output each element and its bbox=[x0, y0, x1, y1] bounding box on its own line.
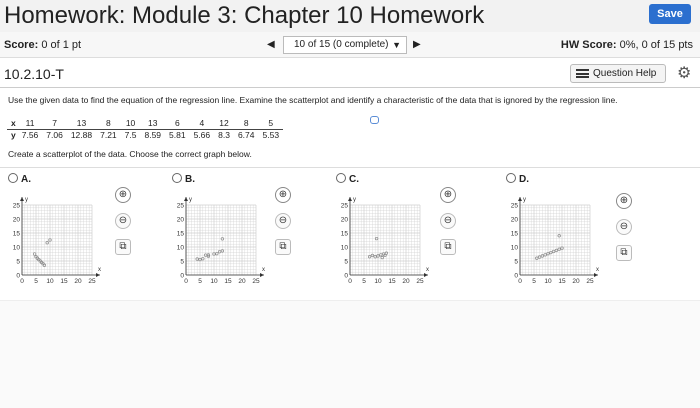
x-tick-label: 20 bbox=[238, 278, 246, 285]
y-tick-label: 15 bbox=[510, 230, 518, 238]
open-graph-icon[interactable]: ⧉ bbox=[115, 239, 131, 255]
zoom-out-icon[interactable]: ⊖ bbox=[115, 213, 131, 229]
x-tick-label: 20 bbox=[402, 278, 410, 285]
y-tick-label: 20 bbox=[12, 216, 20, 224]
answer-area bbox=[0, 300, 700, 408]
open-graph-icon[interactable]: ⧉ bbox=[275, 239, 291, 255]
gear-icon[interactable]: ⚙ bbox=[677, 65, 692, 82]
question-instruction: Use the given data to find the equation of the regression line. Examine the scatterplot and identify a characteristic of the data that is ignored by the regression line. bbox=[8, 95, 618, 105]
option-b bbox=[172, 173, 332, 293]
list-icon bbox=[576, 69, 589, 78]
radio-icon bbox=[8, 173, 18, 183]
hw-score-value: 0%, 0 of 15 pts bbox=[619, 39, 693, 51]
radio-icon bbox=[172, 173, 182, 183]
y-tick-label: 20 bbox=[510, 216, 518, 224]
zoom-out-icon[interactable]: ⊖ bbox=[275, 213, 291, 229]
table-cell: 6.74 bbox=[237, 129, 255, 140]
y-tick-label: 25 bbox=[340, 202, 348, 210]
y-axis-arrow-icon bbox=[20, 197, 24, 201]
option-a-radio[interactable] bbox=[8, 173, 31, 185]
data-table bbox=[7, 118, 283, 140]
x-tick-label: 10 bbox=[46, 278, 54, 285]
option-c bbox=[336, 173, 496, 293]
y-header: y bbox=[11, 129, 16, 140]
table-cell: 5.53 bbox=[262, 129, 280, 140]
y-axis-label: y bbox=[353, 197, 356, 203]
table-cell: 5.81 bbox=[169, 129, 186, 140]
option-b-label: B. bbox=[185, 174, 195, 185]
question-help-label: Question Help bbox=[593, 68, 657, 79]
table-cell: 6 bbox=[165, 118, 190, 129]
y-tick-label: 10 bbox=[340, 244, 348, 252]
table-cell: 8 bbox=[96, 118, 121, 129]
option-c-radio[interactable] bbox=[336, 173, 359, 185]
copy-data-icon[interactable] bbox=[370, 116, 379, 124]
y-tick-label: 0 bbox=[180, 272, 184, 280]
open-graph-icon[interactable]: ⧉ bbox=[616, 245, 632, 261]
option-d bbox=[506, 173, 666, 293]
page-title: Homework: Module 3: Chapter 10 Homework bbox=[4, 2, 485, 29]
score-display bbox=[4, 39, 81, 51]
question-selector-value: 10 of 15 (0 complete) bbox=[294, 39, 389, 50]
y-tick-label: 5 bbox=[344, 258, 348, 266]
table-cell: 12.88 bbox=[70, 129, 93, 140]
x-tick-label: 0 bbox=[348, 278, 352, 285]
score-bar bbox=[0, 32, 700, 58]
x-tick-label: 15 bbox=[60, 278, 68, 285]
table-cell: 11 bbox=[18, 118, 43, 129]
table-cell: 13 bbox=[140, 118, 165, 129]
table-cell: 8.3 bbox=[218, 129, 230, 140]
sub-instruction: Create a scatterplot of the data. Choose the correct graph below. bbox=[8, 149, 252, 159]
save-button[interactable]: Save bbox=[649, 4, 691, 24]
question-help-button[interactable] bbox=[570, 64, 666, 83]
zoom-out-icon[interactable]: ⊖ bbox=[440, 213, 456, 229]
y-tick-label: 10 bbox=[510, 244, 518, 252]
y-tick-label: 15 bbox=[176, 230, 184, 238]
x-tick-label: 0 bbox=[518, 278, 522, 285]
option-c-label: C. bbox=[349, 174, 359, 185]
x-header: x bbox=[7, 118, 18, 129]
x-tick-label: 25 bbox=[586, 278, 594, 285]
table-cell: 5.66 bbox=[193, 129, 211, 140]
x-axis-label: x bbox=[98, 267, 101, 273]
question-id: 10.2.10-T bbox=[4, 66, 64, 82]
zoom-in-icon[interactable]: ⊕ bbox=[616, 193, 632, 209]
data-point bbox=[33, 253, 36, 256]
table-cell: 7.56 bbox=[21, 129, 39, 140]
x-tick-label: 25 bbox=[416, 278, 424, 285]
x-tick-label: 15 bbox=[224, 278, 232, 285]
x-axis-arrow-icon bbox=[594, 273, 598, 277]
x-axis-arrow-icon bbox=[424, 273, 428, 277]
y-tick-label: 10 bbox=[176, 244, 184, 252]
table-cell: 8.59 bbox=[144, 129, 162, 140]
x-tick-label: 10 bbox=[210, 278, 218, 285]
score-label: Score: bbox=[4, 39, 39, 51]
table-cell: 7.5 bbox=[124, 129, 137, 140]
hw-score-label: HW Score: bbox=[560, 39, 617, 51]
zoom-in-icon[interactable]: ⊕ bbox=[115, 187, 131, 203]
table-cell: 7.06 bbox=[46, 129, 63, 140]
table-cell: 7.21 bbox=[100, 129, 117, 140]
y-tick-label: 0 bbox=[16, 272, 20, 280]
radio-icon bbox=[506, 173, 516, 183]
table-cell: 13 bbox=[67, 118, 96, 129]
y-axis-arrow-icon bbox=[348, 197, 352, 201]
y-tick-label: 5 bbox=[514, 258, 518, 266]
title-bar bbox=[0, 0, 700, 32]
table-cell: 10 bbox=[121, 118, 141, 129]
y-axis-arrow-icon bbox=[518, 197, 522, 201]
y-tick-label: 10 bbox=[12, 244, 20, 252]
x-tick-label: 25 bbox=[252, 278, 260, 285]
y-tick-label: 0 bbox=[514, 272, 518, 280]
x-axis-label: x bbox=[262, 267, 265, 273]
table-row-x bbox=[7, 118, 283, 129]
x-axis-arrow-icon bbox=[260, 273, 264, 277]
option-d-label: D. bbox=[519, 174, 529, 185]
x-tick-label: 5 bbox=[34, 278, 38, 285]
question-header bbox=[0, 58, 700, 88]
x-tick-label: 5 bbox=[532, 278, 536, 285]
y-axis-arrow-icon bbox=[184, 197, 188, 201]
y-tick-label: 0 bbox=[344, 272, 348, 280]
table-cell: 5 bbox=[259, 118, 284, 129]
option-d-radio[interactable] bbox=[506, 173, 529, 185]
y-tick-label: 25 bbox=[12, 202, 20, 210]
open-graph-icon[interactable]: ⧉ bbox=[440, 239, 456, 255]
x-tick-label: 10 bbox=[544, 278, 552, 285]
table-cell: 7 bbox=[42, 118, 67, 129]
question-selector[interactable] bbox=[283, 36, 407, 54]
previous-question-icon[interactable]: ◀ bbox=[267, 39, 275, 50]
caret-down-icon: ▼ bbox=[392, 40, 401, 50]
y-tick-label: 25 bbox=[510, 202, 518, 210]
x-tick-label: 20 bbox=[74, 278, 82, 285]
y-tick-label: 5 bbox=[16, 258, 20, 266]
x-tick-label: 5 bbox=[362, 278, 366, 285]
hw-score-display bbox=[561, 39, 693, 51]
table-cell: 12 bbox=[214, 118, 234, 129]
zoom-in-icon[interactable]: ⊕ bbox=[440, 187, 456, 203]
y-tick-label: 25 bbox=[176, 202, 184, 210]
option-a bbox=[8, 173, 168, 293]
x-tick-label: 20 bbox=[572, 278, 580, 285]
x-tick-label: 15 bbox=[388, 278, 396, 285]
next-question-icon[interactable]: ▶ bbox=[413, 39, 421, 50]
table-cell: 8 bbox=[234, 118, 259, 129]
table-row-y bbox=[7, 129, 283, 140]
divider bbox=[0, 167, 700, 168]
y-tick-label: 20 bbox=[340, 216, 348, 224]
x-tick-label: 0 bbox=[184, 278, 188, 285]
y-axis-label: y bbox=[523, 197, 526, 203]
x-axis-label: x bbox=[596, 267, 599, 273]
y-tick-label: 15 bbox=[340, 230, 348, 238]
score-value: 0 of 1 pt bbox=[41, 39, 82, 51]
x-axis-label: x bbox=[426, 267, 429, 273]
data-point bbox=[381, 256, 384, 259]
x-tick-label: 25 bbox=[88, 278, 96, 285]
option-a-label: A. bbox=[21, 174, 31, 185]
zoom-out-icon[interactable]: ⊖ bbox=[616, 219, 632, 235]
x-tick-label: 10 bbox=[374, 278, 382, 285]
option-b-radio[interactable] bbox=[172, 173, 195, 185]
y-tick-label: 20 bbox=[176, 216, 184, 224]
y-tick-label: 5 bbox=[180, 258, 184, 266]
x-tick-label: 15 bbox=[558, 278, 566, 285]
y-axis-label: y bbox=[25, 197, 28, 203]
zoom-in-icon[interactable]: ⊕ bbox=[275, 187, 291, 203]
y-axis-label: y bbox=[189, 197, 192, 203]
radio-icon bbox=[336, 173, 346, 183]
y-tick-label: 15 bbox=[12, 230, 20, 238]
x-tick-label: 5 bbox=[198, 278, 202, 285]
x-tick-label: 0 bbox=[20, 278, 24, 285]
x-axis-arrow-icon bbox=[96, 273, 100, 277]
table-cell: 4 bbox=[190, 118, 215, 129]
